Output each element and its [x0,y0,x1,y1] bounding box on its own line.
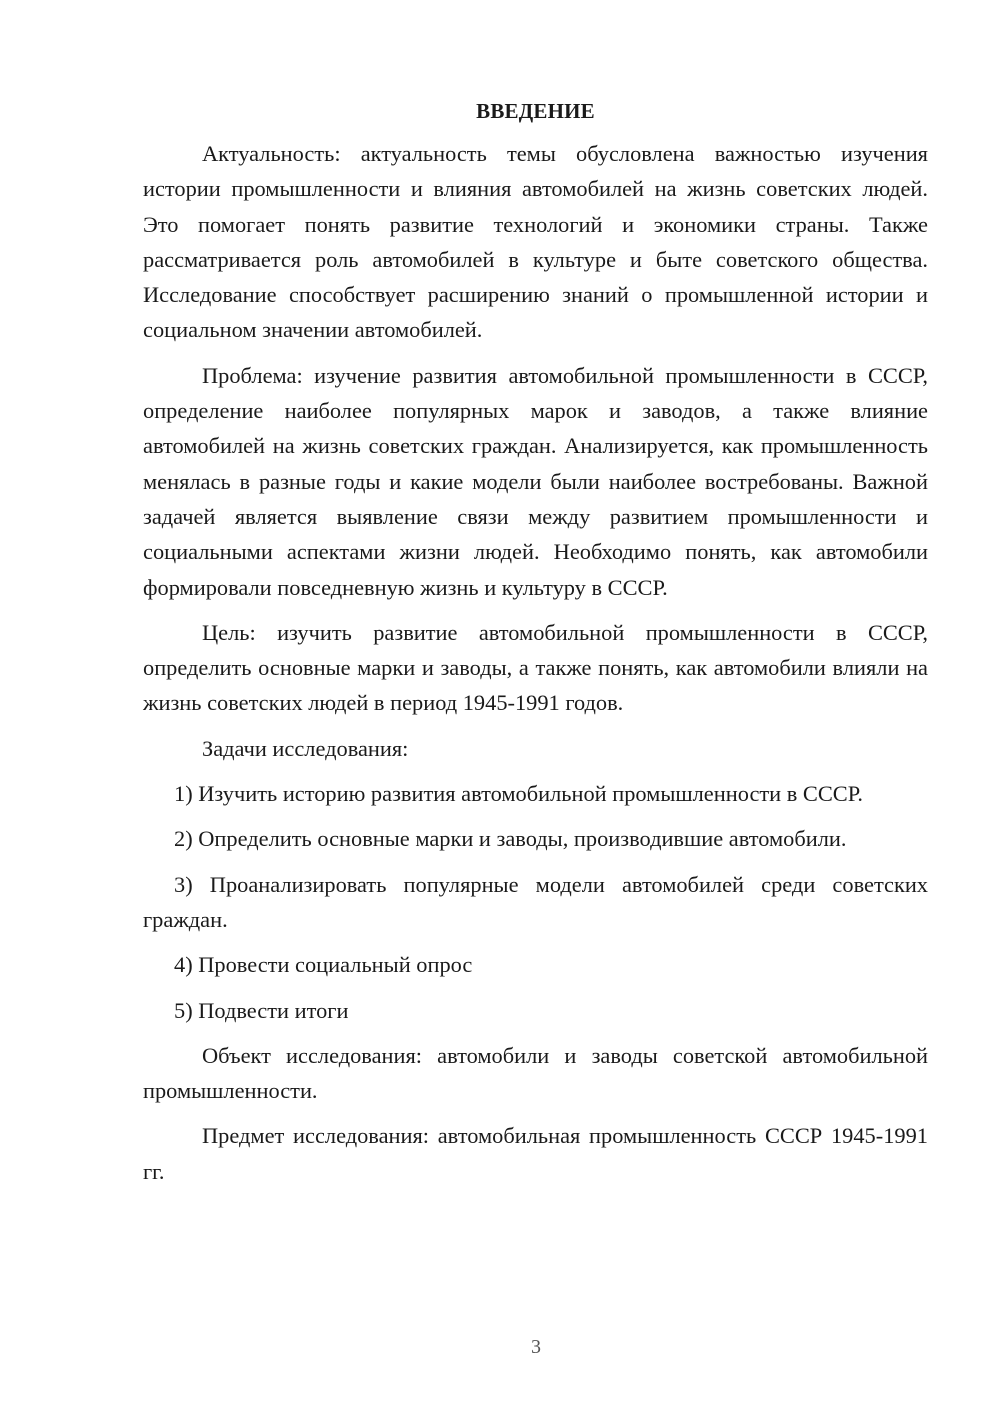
task-item-1: 1) Изучить историю развития автомобильной промышленности в СССР. [174,781,863,807]
paragraph-relevance: Актуальность: актуальность темы обусловлена важностью изучения истории промышленности и влияния автомобилей на жизнь советских людей. Это помогает понять развитие технологий и экономики страны. Также рассматривается роль автомобилей в культуре и быте советского общества. Исследование способствует расширению знаний о промышленной истории и социальном значении автомобилей. [143,141,928,343]
section-heading: ВВЕДЕНИЕ [476,99,595,123]
paragraph-tasks-intro: Задачи исследования: [202,735,409,761]
page-number: 3 [531,1336,541,1358]
task-item-4: 4) Провести социальный опрос [174,952,473,978]
paragraph-problem: Проблема: изучение развития автомобильной промышленности в СССР, определение наиболее популярных марок и заводов, а также влияние автомобилей на жизнь советских граждан. Анализируется, как промышленность менялась в разные годы и какие модели были наиболее востребованы. Важной задачей является выявление связи между развитием промышленности и социальными аспектами жизни людей. Необходимо понять, как автомобили формировали повседневную жизнь и культуру в СССР. [143,362,928,600]
paragraph-object: Объект исследования: автомобили и заводы советской автомобильной промышленности. [143,1042,928,1104]
task-item-3: 3) Проанализировать популярные модели автомобилей среди советских граждан. [143,871,928,932]
task-item-5: 5) Подвести итоги [174,997,349,1023]
paragraph-goal: Цель: изучить развитие автомобильной промышленности в СССР, определить основные марки и заводы, а также понять, как автомобили влияли на жизнь советских людей в период 1945-1991 годов. [143,619,928,716]
page-content [143,96,928,1199]
paragraph-subject: Предмет исследования: автомобильная промышленность СССР 1945-1991 гг. [143,1123,928,1184]
task-item-2: 2) Определить основные марки и заводы, производившие автомобили. [174,826,847,852]
